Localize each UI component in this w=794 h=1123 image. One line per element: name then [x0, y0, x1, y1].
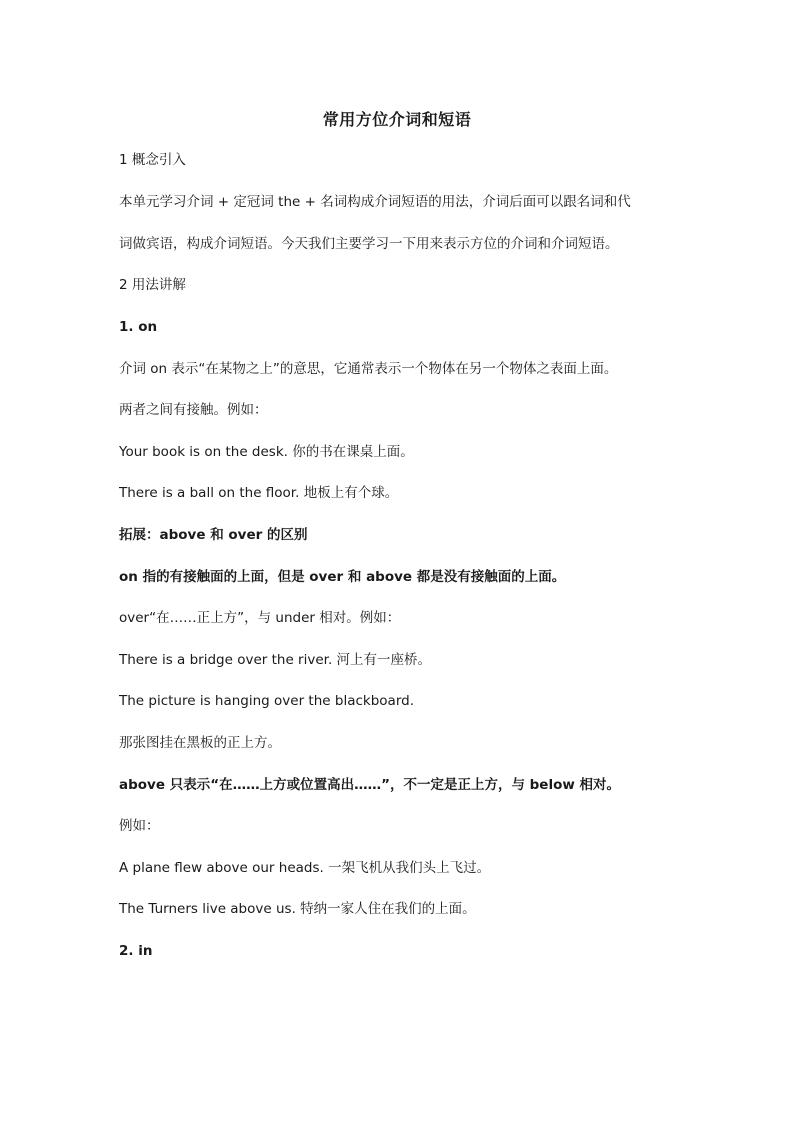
item-heading-on: 1. on: [119, 319, 158, 335]
intro-paragraph-line-2: 词做宾语，构成介词短语。今天我们主要学习一下用来表示方位的介词和介词短语。: [119, 236, 619, 252]
extension-note: on 指的有接触面的上面，但是 over 和 above 都是没有接触面的上面。: [119, 569, 566, 585]
on-example-2: There is a ball on the floor. 地板上有个球。: [119, 485, 399, 501]
page-title: 常用方位介词和短语: [322, 110, 472, 129]
section-heading-usage: 2 用法讲解: [119, 277, 186, 293]
on-description-line-2: 两者之间有接触。例如：: [119, 402, 268, 418]
over-example-1: There is a bridge over the river. 河上有一座桥。: [119, 652, 432, 668]
above-example-1: A plane flew above our heads. 一架飞机从我们头上飞过。: [119, 860, 491, 876]
on-example-1: Your book is on the desk. 你的书在课桌上面。: [119, 444, 414, 460]
over-example-2-chinese: 那张图挂在黑板的正上方。: [119, 735, 281, 751]
item-heading-in: 2. in: [119, 943, 153, 959]
extension-heading: 拓展：above 和 over 的区别: [119, 527, 308, 543]
intro-paragraph-line-1: 本单元学习介词 + 定冠词 the + 名词构成介词短语的用法，介词后面可以跟名词和代: [119, 194, 631, 210]
section-heading-concept: 1 概念引入: [119, 152, 186, 168]
over-example-2-english: The picture is hanging over the blackboard.: [119, 693, 414, 709]
above-example-2: The Turners live above us. 特纳一家人住在我们的上面。: [119, 901, 476, 917]
above-description-line-2: 例如：: [119, 818, 160, 834]
above-description-line-1: above 只表示“在……上方或位置高出……”，不一定是正上方，与 below 相对。: [119, 777, 621, 793]
on-description-line-1: 介词 on 表示“在某物之上”的意思，它通常表示一个物体在另一个物体之表面上面。: [119, 361, 618, 377]
over-description: over“在……正上方”，与 under 相对。例如：: [119, 610, 401, 626]
